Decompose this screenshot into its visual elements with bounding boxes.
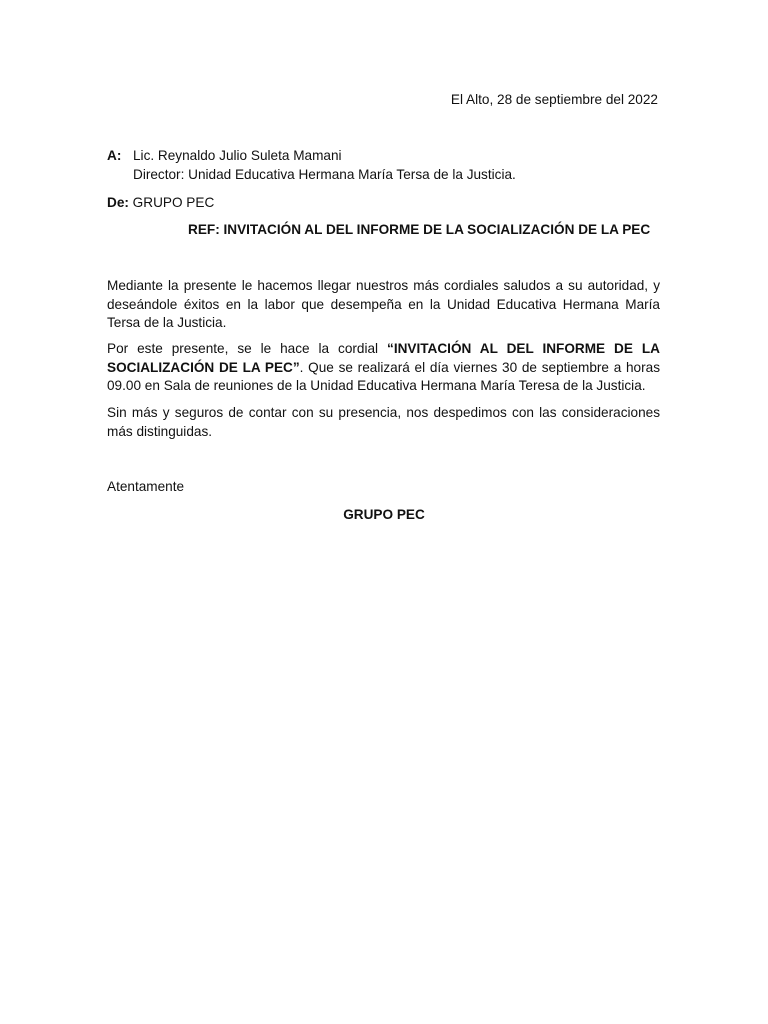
recipient-label: A:: [107, 148, 122, 163]
signature: GRUPO PEC: [343, 507, 425, 522]
invitation-title: “INVITACIÓN AL DEL INFORME DE LA SOCIALIZACIÓN DE LA PEC”: [107, 341, 660, 375]
sender-value: GRUPO PEC: [128, 195, 215, 210]
invitation-details: . Que se realizará el día viernes 30 de septiembre a horas 09.00 en Sala de reuniones de la Unidad Educativa Hermana María Teresa de la Justicia.: [107, 359, 660, 393]
recipient-name: Lic. Reynaldo Julio Suleta Mamani: [133, 148, 342, 163]
paragraph-greeting: Mediante la presente le hacemos llegar nuestros más cordiales saludos a su autoridad, y deseándole éxitos en la labor que desempeña en la Unidad Educativa Hermana María Tersa de la Justicia.: [107, 278, 660, 330]
paragraph-invitation: [107, 340, 660, 396]
paragraph-farewell: Sin más y seguros de contar con su presencia, nos despedimos con las consideraciones más distinguidas.: [107, 405, 660, 439]
sender-line: [107, 193, 214, 212]
place-date: El Alto, 28 de septiembre del 2022: [450, 92, 658, 107]
sender-label: De:: [107, 195, 129, 210]
invitation-intro: Por este presente, se le hace la cordial: [107, 341, 388, 356]
reference-line: REF: INVITACIÓN AL DEL INFORME DE LA SOCIALIZACIÓN DE LA PEC: [188, 222, 651, 237]
recipient-role: Director: Unidad Educativa Hermana María Tersa de la Justicia.: [133, 167, 516, 182]
closing-phrase: Atentamente: [107, 479, 185, 494]
